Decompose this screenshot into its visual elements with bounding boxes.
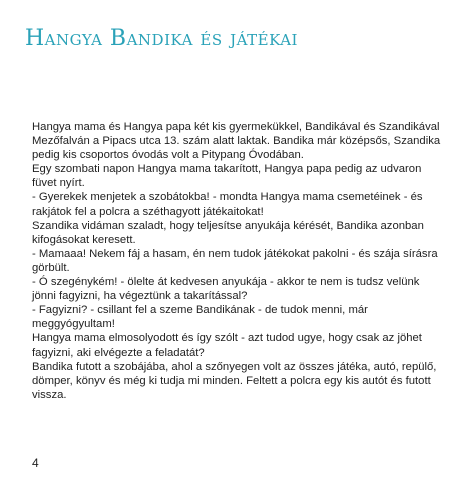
page-title: Hangya Bandika és játékai (25, 26, 298, 51)
paragraph: - Fagyizni? - csillant fel a szeme Bandikának - de tudok menni, már meggyógyultam! (32, 304, 368, 331)
paragraph: Egy szombati napon Hangya mama takarított, Hangya papa pedig az udvaron füvet nyírt. (32, 163, 422, 190)
story-text (32, 120, 444, 402)
paragraph: - Mamaaa! Nekem fáj a hasam, én nem tudok játékokat pakolni - és szája sírásra görbült. (32, 247, 438, 274)
paragraph: Bandika futott a szobájába, ahol a szőnyegen volt az összes játéka, autó, repülő, dömper, könyv és még ki tudja mi minden. Feltett a polcra egy kis autót és futott vissza. (32, 360, 437, 401)
paragraph: Szandika vidáman szaladt, hogy teljesítse anyukája kérését, Bandika azonban kifogásokat keresett. (32, 219, 424, 246)
page-number: 4 (32, 456, 39, 470)
paragraph: - Gyerekek menjetek a szobátokba! - mondta Hangya mama csemetéinek - és rakjátok fel a polcra a széthagyott játékaitokat! (32, 191, 423, 218)
paragraph: - Ó szegénykém! - ölelte át kedvesen anyukája - akkor te nem is tudsz velünk jönni fagyizni, ha végeztünk a takarítással? (32, 276, 420, 303)
paragraph: Hangya mama és Hangya papa két kis gyermekükkel, Bandikával és Szandikával Mezőfalván a Pipacs utca 13. szám alatt laktak. Bandika már középsős, Szandika pedig kis csoportos óvodás volt a Pitypang Óvodában. (32, 121, 441, 162)
paragraph: Hangya mama elmosolyodott és így szólt - azt tudod ugye, hogy csak az jöhet fagyizni, aki elvégezte a feladatát? (32, 332, 422, 359)
